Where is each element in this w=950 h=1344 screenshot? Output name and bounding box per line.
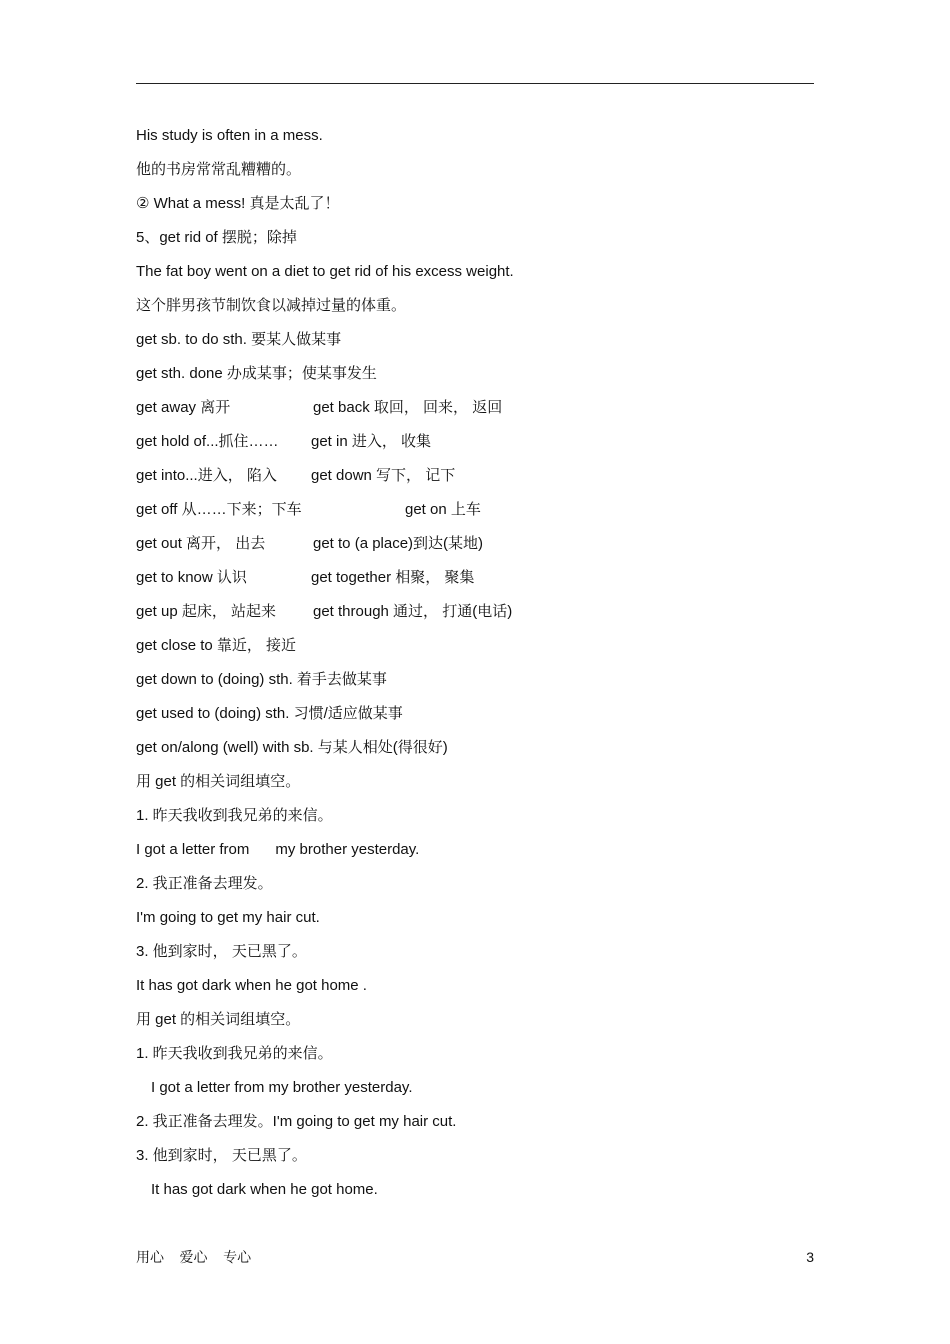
answer-part: I got a letter from <box>136 841 250 858</box>
phrase-pair <box>136 595 816 629</box>
phrase-left: get hold of...抓住…… <box>136 433 279 450</box>
phrase-left: get out 离开， 出去 <box>136 535 266 552</box>
page-content <box>136 119 816 1207</box>
text-line: 这个胖男孩节制饮食以减掉过量的体重。 <box>136 297 407 314</box>
phrase-line: get down to (doing) sth. 着手去做某事 <box>136 671 387 688</box>
phrase-pair <box>136 527 816 561</box>
exercise-item: 1. 昨天我收到我兄弟的来信。 <box>136 1045 333 1062</box>
phrase-pair <box>136 391 816 425</box>
page-number: 3 <box>806 1249 814 1265</box>
phrase-pair <box>136 493 816 527</box>
exercise-item: 2. 我正准备去理发。I'm going to get my hair cut. <box>136 1113 457 1130</box>
footer-motto: 用心 爱心 专心 <box>136 1249 252 1265</box>
text-line: His study is often in a mess. <box>136 127 323 144</box>
phrase-right: get back 取回， 回来， 返回 <box>313 399 503 416</box>
phrase-line: get sb. to do sth. 要某人做某事 <box>136 331 342 348</box>
phrase-pair <box>136 425 816 459</box>
phrase-line: get sth. done 办成某事；使某事发生 <box>136 365 377 382</box>
phrase-right: get on 上车 <box>405 501 481 518</box>
phrase-right: get together 相聚， 聚集 <box>311 569 475 586</box>
exercise-answer <box>136 833 816 867</box>
text-line: ② What a mess! 真是太乱了！ <box>136 195 340 212</box>
phrase-right: get through 通过， 打通(电话) <box>313 603 513 620</box>
exercise-heading: 用 get 的相关词组填空。 <box>136 1011 301 1028</box>
phrase-left: get away 离开 <box>136 399 231 416</box>
exercise-item: 2. 我正准备去理发。 <box>136 875 273 892</box>
phrase-left: get up 起床， 站起来 <box>136 603 277 620</box>
exercise-answer: I got a letter from my brother yesterday. <box>151 1079 413 1096</box>
phrase-right: get down 写下， 记下 <box>311 467 456 484</box>
exercise-item: 1. 昨天我收到我兄弟的来信。 <box>136 807 333 824</box>
phrase-line: get on/along (well) with sb. 与某人相处(得很好) <box>136 739 448 756</box>
phrase-pair <box>136 459 816 493</box>
exercise-answer: It has got dark when he got home. <box>151 1181 378 1198</box>
section-heading: 5、get rid of 摆脱；除掉 <box>136 229 297 246</box>
phrase-right: get in 进入， 收集 <box>311 433 432 450</box>
exercise-answer: It has got dark when he got home . <box>136 977 367 994</box>
phrase-right: get to (a place)到达(某地) <box>313 535 484 552</box>
header-rule <box>136 83 814 84</box>
phrase-left: get to know 认识 <box>136 569 247 586</box>
text-line: The fat boy went on a diet to get rid of his excess weight. <box>136 263 514 280</box>
phrase-line: get used to (doing) sth. 习惯/适应做某事 <box>136 705 403 722</box>
phrase-line: get close to 靠近， 接近 <box>136 637 297 654</box>
phrase-left: get into...进入， 陷入 <box>136 467 277 484</box>
text-line: 他的书房常常乱糟糟的。 <box>136 161 302 178</box>
exercise-heading: 用 get 的相关词组填空。 <box>136 773 301 790</box>
phrase-pair <box>136 561 816 595</box>
exercise-item: 3. 他到家时， 天已黑了。 <box>136 1147 307 1164</box>
phrase-left: get off 从……下来；下车 <box>136 501 302 518</box>
exercise-item: 3. 他到家时， 天已黑了。 <box>136 943 307 960</box>
answer-part: my brother yesterday. <box>275 841 420 858</box>
exercise-answer: I'm going to get my hair cut. <box>136 909 320 926</box>
